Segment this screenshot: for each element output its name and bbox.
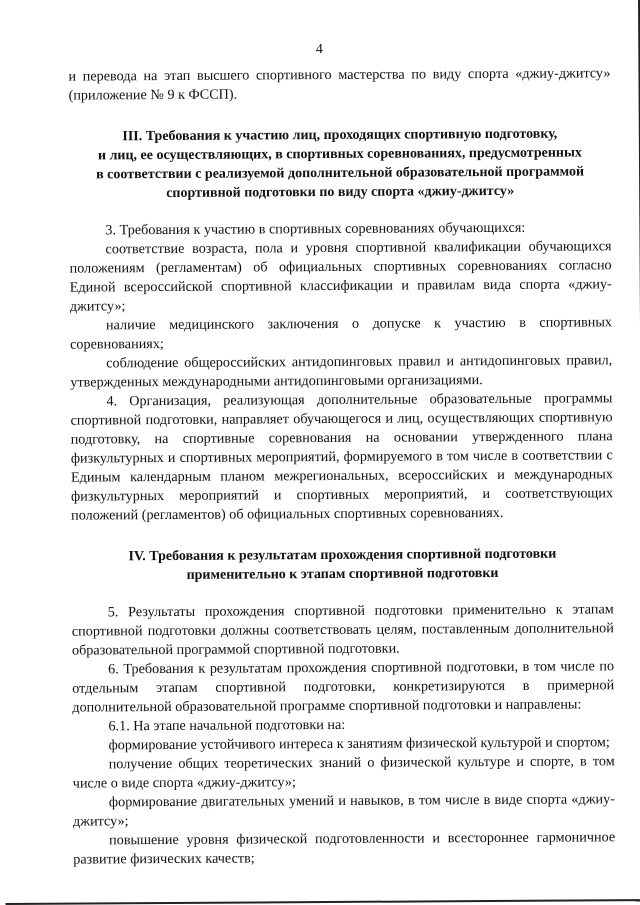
section-4-heading: [71, 544, 613, 585]
paragraph-6-1-item-interest: формирование устойчивого интереса к занятиям физической культурой и спортом;: [108, 734, 610, 754]
paragraph-3-item-antidoping: соблюдение общероссийских антидопинговых правил и антидопинговых правил, утвержденных международными антидопинговыми организациями.: [70, 352, 613, 391]
heading-line: применительно к этапам спортивной подготовки: [186, 565, 499, 583]
heading-line: в соответствии с реализуемой дополнительной образовательной программой: [96, 164, 585, 183]
paragraph-6-1: 6.1. На этапе начальной подготовки на:: [108, 716, 346, 735]
paragraph-3-item-medical: наличие медицинского заключения о допуске к участию в спортивных соревнованиях;: [70, 314, 613, 353]
document-body: [68, 64, 615, 869]
heading-line: спортивной подготовки по виду спорта «джиу-джитсу»: [166, 183, 515, 201]
section-3-heading: [69, 124, 611, 203]
paragraph-6-1-item-fitness: повышение уровня физической подготовленности и всестороннее гармоничное развитие физических качеств;: [73, 829, 616, 868]
paragraph-6-1-item-knowledge: получение общих теоретических знаний о физической культуре и спорте, в том числе о виде спорта «джиу-джитсу»;: [72, 753, 615, 792]
intro-paragraph: и перевода на этап высшего спортивного мастерства по виду спорта «джиу-джитсу» (приложение № 9 к ФССП).: [68, 65, 611, 104]
paragraph-6: 6. Требования к результатам прохождения спортивной подготовки, в том числе по отдельным этапам спортивной подготовки, конкретизируются в примерной дополнительной образовательной программе спортивной подготовки и направлены:: [72, 658, 615, 716]
paragraph-3-item-age: соответствие возраста, пола и уровня спортивной квалификации обучающихся положениям (регламентам) об официальных спортивных соревнованиях согласно Единой всероссийской спортивной классификации и правилам вида спорта «джиу-джитсу»;: [69, 238, 612, 315]
paragraph-3: 3. Требования к участию в спортивных соревнованиях обучающихся:: [105, 219, 526, 239]
heading-line: IV. Требования к результатам прохождения спортивной подготовки: [128, 546, 557, 565]
paragraph-6-1-item-skills: формирование двигательных умений и навыков, в том числе в виде спорта «джиу-джитсу»;: [72, 791, 615, 830]
heading-line: и лиц, ее осуществляющих, в спортивных соревнованиях, предусмотренных: [97, 145, 582, 164]
page-number: 4: [315, 42, 323, 58]
heading-line: III. Требования к участию лиц, проходящих спортивную подготовку,: [122, 126, 558, 145]
paragraph-4: 4. Организация, реализующая дополнительные образовательные программы спортивной подготовки, направляет обучающегося и лиц, осуществляющих спортивную подготовку, на спортивные соревнования на основании утвержденного плана физкультурных и спортивных мероприятий, формируемого в том числе в соответствии с Единым календарным планом межрегиональных, всероссийских и международных физкультурных мероприятий и спортивных мероприятий, и соответствующих положений (регламентов) об официальных спортивных соревнованиях.: [70, 390, 614, 524]
paragraph-5: 5. Результаты прохождения спортивной подготовки применительно к этапам спортивной подготовки должны соответствовать целям, поставленным дополнительной образовательной программой спортивной подготовки.: [71, 601, 614, 659]
